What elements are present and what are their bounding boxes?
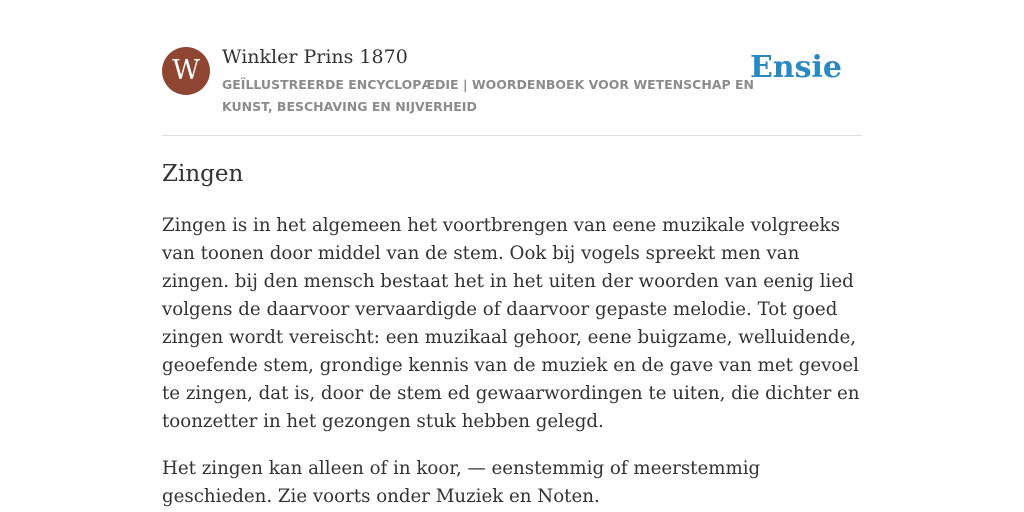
ensie-logo[interactable]: Ensie (749, 50, 842, 85)
article-paragraph: Het zingen kan alleen of in koor, — eenstemmig of meerstemmig geschieden. Zie voorts onder Muziek en Noten. (162, 458, 761, 507)
source-title[interactable]: Winkler Prins 1870 (222, 46, 408, 68)
article-title: Zingen (162, 161, 244, 187)
source-header (162, 44, 862, 136)
article-paragraph: Zingen is in het algemeen het voortbrengen van eene muzikale volgreeks van toonen door middel van de stem. Ook bij vogels spreekt men van zingen. bij den mensch bestaat het in het uiten der woorden van eenig lied volgens de daarvoor vervaardigde of daarvoor gepaste melodie. Tot goed zingen wordt vereischt: een muzikaal gehoor, eene buigzame, welluidende, geoefende stem, grondige kennis van de muziek en de gave van met gevoel te zingen, dat is, door de stem ed gewaarwordingen te uiten, die dichter en toonzetter in het gezongen stuk hebben gelegd. (162, 215, 860, 432)
source-avatar: W (162, 47, 210, 95)
source-subtitle: GEÏLLUSTREERDE ENCYCLOPÆDIE | WOORDENBOEK VOOR WETENSCHAP EN KUNST, BESCHAVING EN NIJVERHEID (222, 77, 755, 114)
header-divider (162, 135, 862, 136)
article-body (162, 212, 864, 512)
